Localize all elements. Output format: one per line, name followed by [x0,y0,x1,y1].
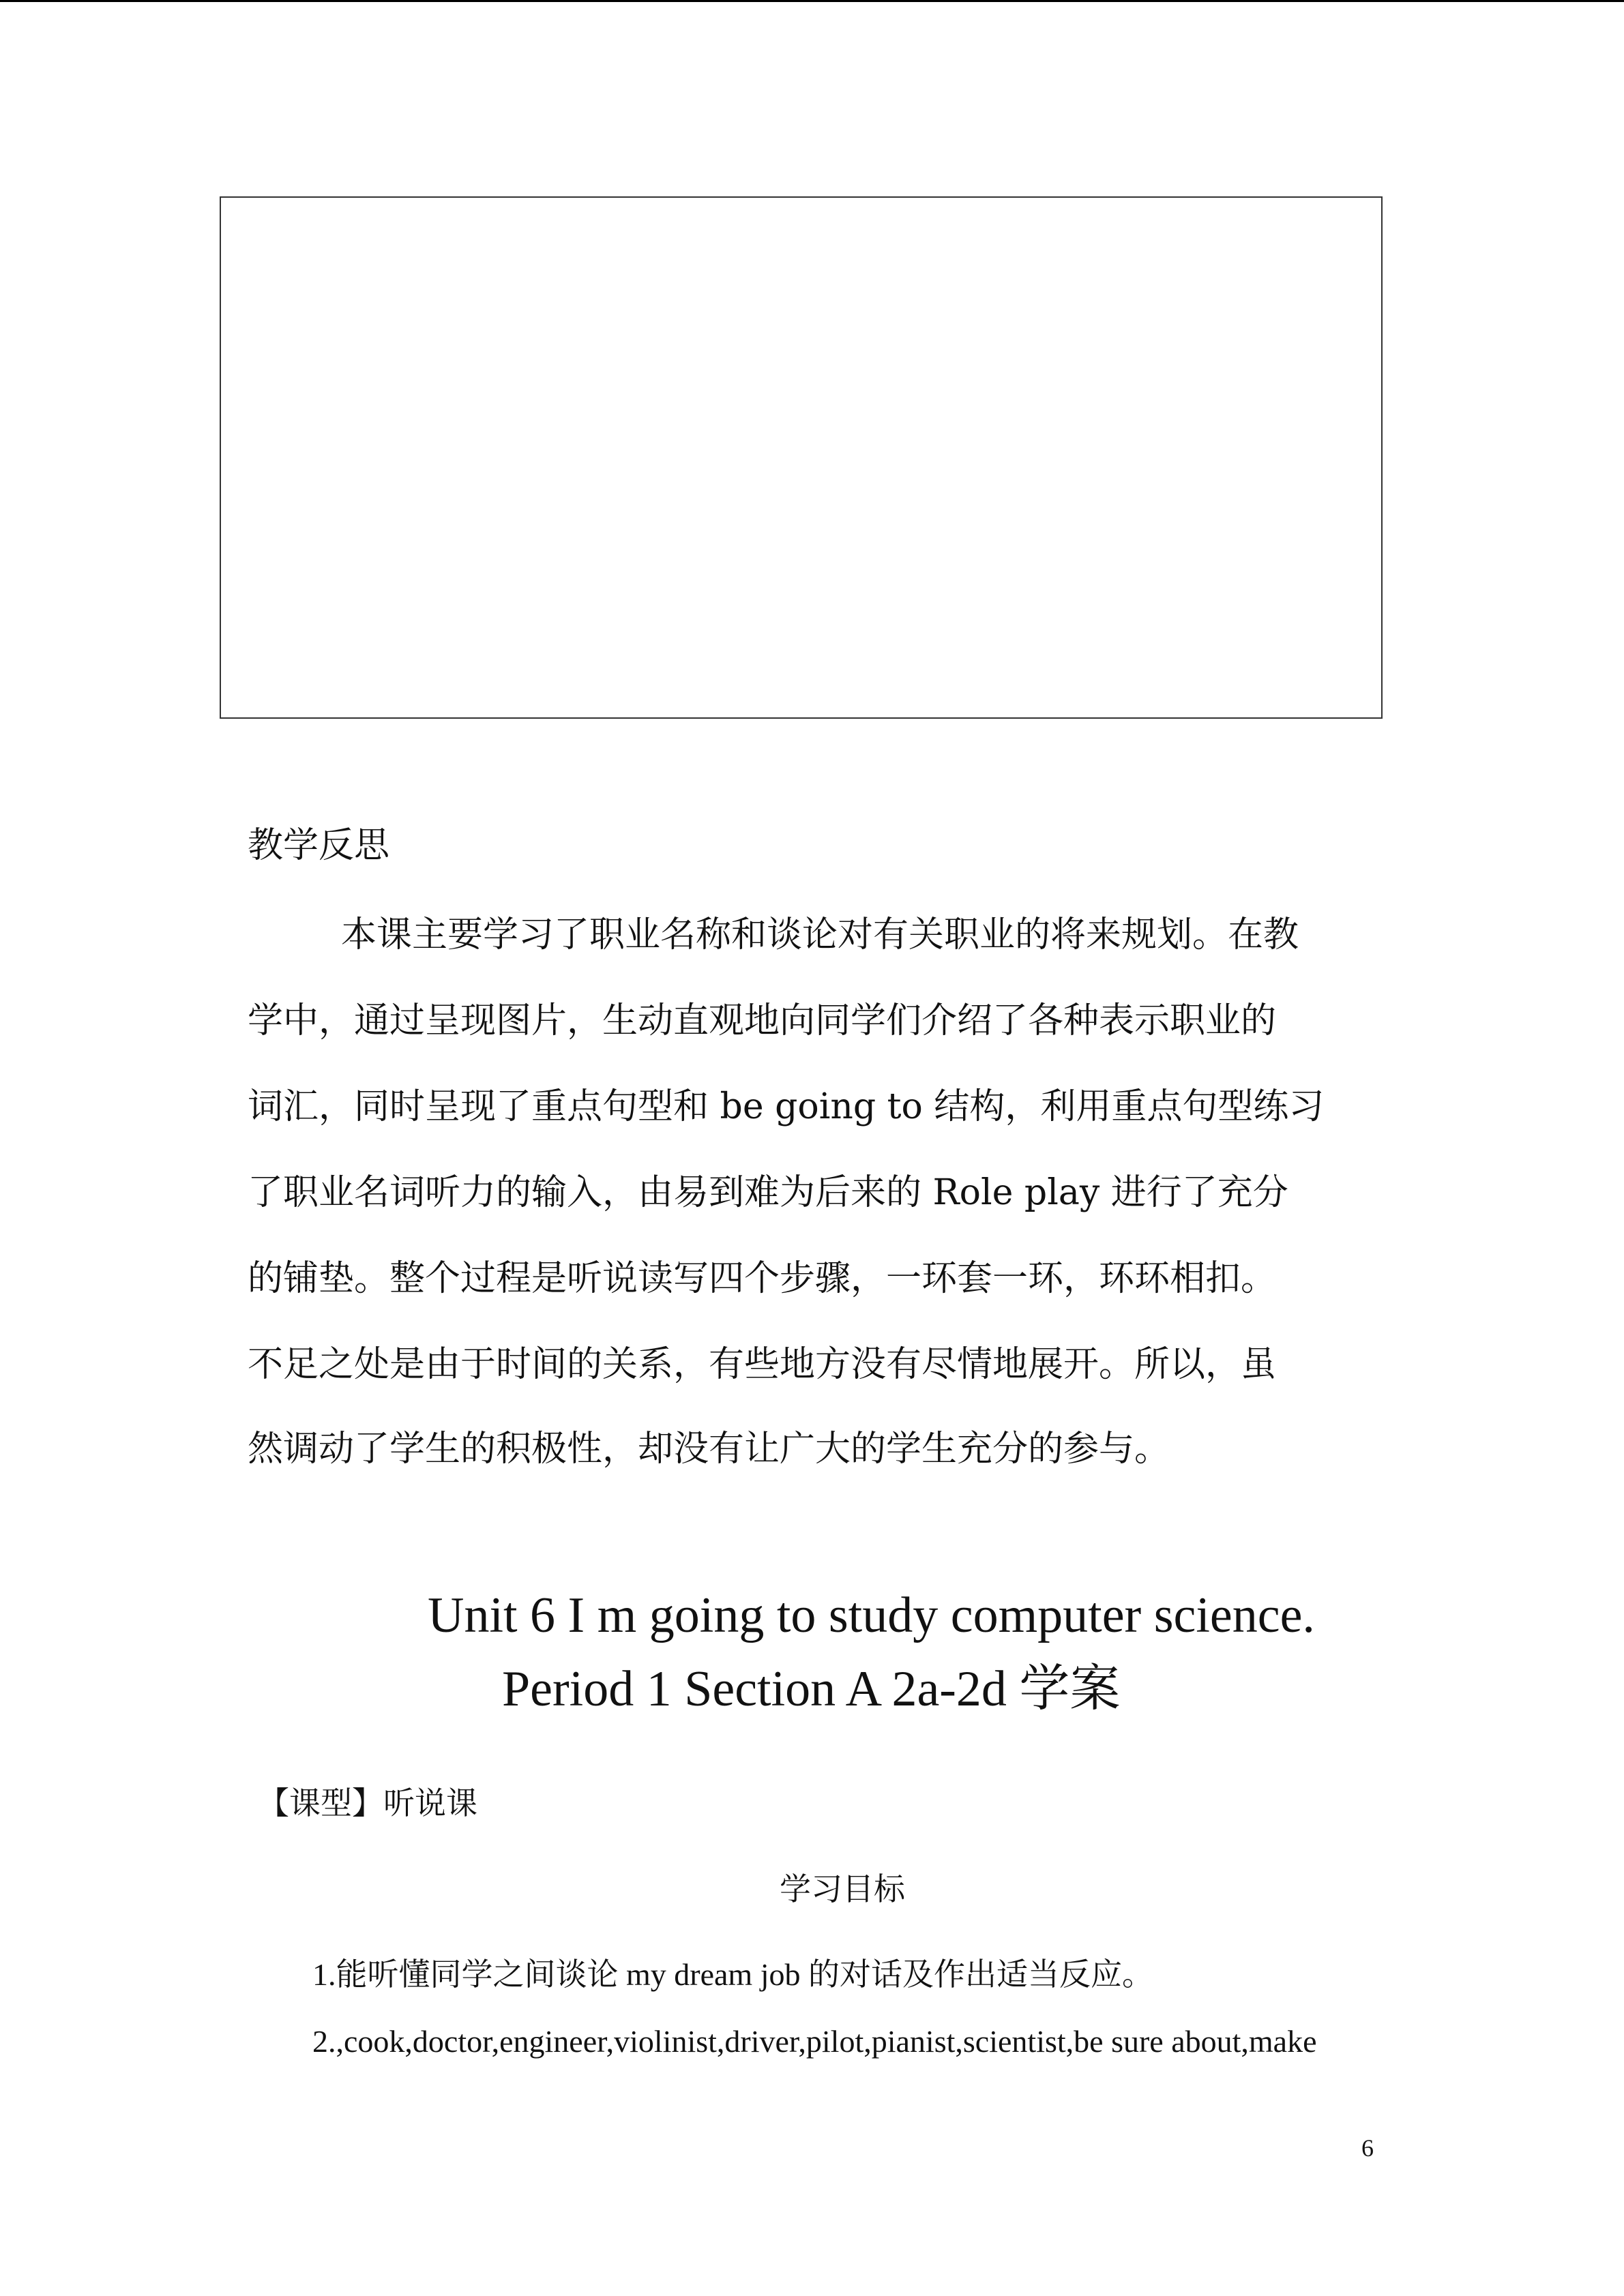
reflection-line: 的铺垫。整个过程是听说读写四个步骤，一环套一环，环环相扣。 [248,1258,1277,1299]
reflection-line: 学中，通过呈现图片，生动直观地向同学们介绍了各种表示职业的 [248,1000,1277,1041]
reflection-line: 词汇，同时呈现了重点句型和 be going to 结构，利用重点句型练习 [248,1086,1325,1127]
objective-item: 2.,cook,doctor,engineer,violinist,driver,pilot,pianist,scientist,be sure about,make [312,2024,1317,2059]
top-rule [0,0,1624,2]
reflection-heading: 教学反思 [248,825,390,866]
lesson-title-line1: Unit 6 I m going to study computer science. [428,1587,1315,1643]
reflection-line: 了职业名词听力的输入，由易到难为后来的 Role play 进行了充分 [248,1172,1288,1213]
objective-item: 1.能听懂同学之间谈论 my dream job 的对话及作出适当反应。 [312,1957,1153,1992]
reflection-line: 然调动了学生的积极性，却没有让广大的学生充分的参与。 [248,1429,1170,1470]
objectives-heading: 学习目标 [780,1870,905,1907]
reflection-line: 不足之处是由于时间的关系，有些地方没有尽情地展开。所以，虽 [248,1344,1277,1385]
reflection-line: 本课主要学习了职业名称和谈论对有关职业的将来规划。在教 [341,914,1299,955]
page-number: 6 [1361,2134,1374,2162]
lesson-type-label: 【课型】听说课 [258,1785,477,1821]
empty-content-box [220,196,1383,719]
lesson-title-line2: Period 1 Section A 2a-2d 学案 [502,1661,1121,1717]
